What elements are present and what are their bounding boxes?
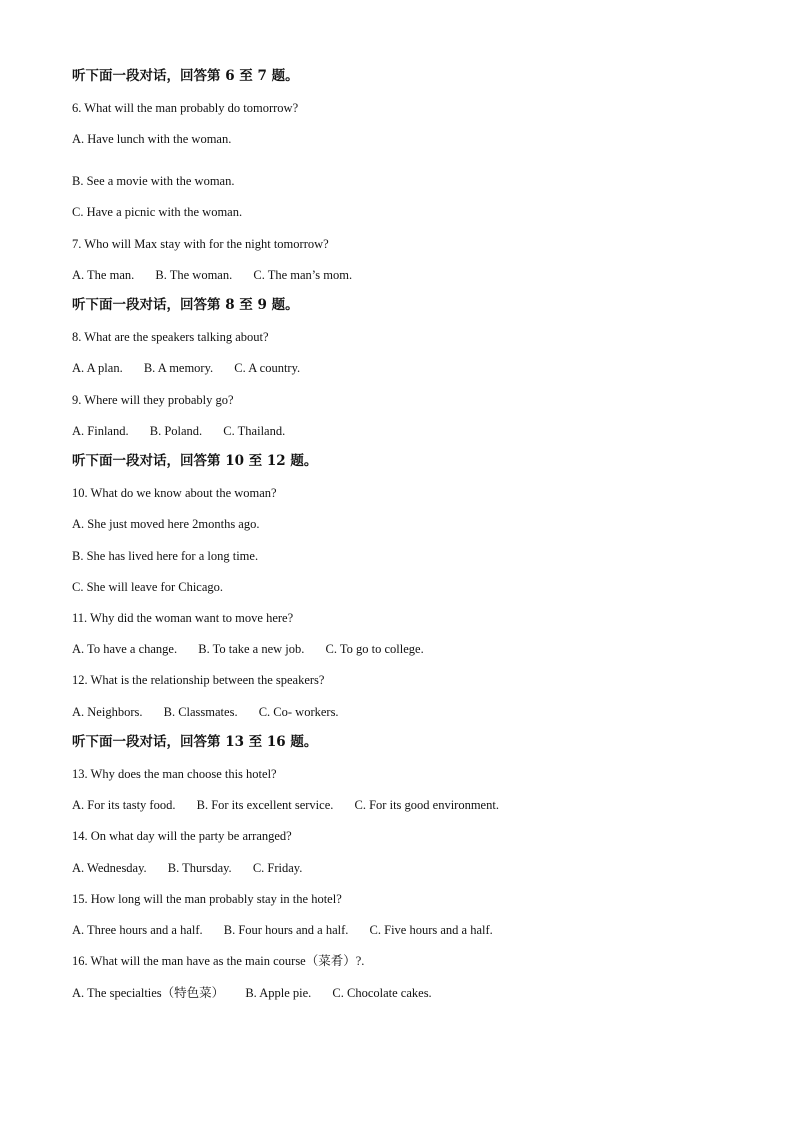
answer-option: B. Apple pie. (245, 986, 312, 1000)
answer-option: C. Five hours and a half. (369, 923, 493, 937)
answer-option: A. To have a change. (72, 642, 178, 656)
answer-option: C. Friday. (252, 861, 303, 875)
question-text: 10. What do we know about the woman? (72, 486, 277, 500)
answer-option: A. Neighbors. (72, 705, 143, 719)
answer-option: B. To take a new job. (198, 642, 305, 656)
section-heading: 听下面一段对话，回答第 6 至 7 题。 (72, 68, 299, 84)
question-text: 13. Why does the man choose this hotel? (72, 767, 277, 781)
answer-option: A. Wednesday. (72, 861, 147, 875)
answer-option: C. The man’s mom. (253, 268, 353, 282)
question-text: 12. What is the relationship between the speakers? (72, 673, 325, 687)
answer-options-row (72, 704, 339, 720)
answer-option: C. A country. (234, 361, 301, 375)
answer-option: A. She just moved here 2months ago. (72, 517, 260, 531)
question-text: 11. Why did the woman want to move here? (72, 611, 294, 625)
answer-options-row (72, 797, 499, 813)
answer-option: C. Thailand. (223, 424, 286, 438)
answer-options-row (72, 860, 302, 876)
answer-option: A. Three hours and a half. (72, 923, 203, 937)
answer-options-row (72, 267, 352, 283)
answer-options-row (72, 922, 493, 938)
answer-option: C. She will leave for Chicago. (72, 580, 224, 594)
answer-options-row (72, 423, 285, 439)
answer-option: A. For its tasty food. (72, 798, 176, 812)
answer-option: C. To go to college. (325, 642, 424, 656)
answer-option: B. Poland. (149, 424, 203, 438)
answer-options-row (72, 985, 432, 1001)
answer-option: A. The specialties（特色菜） (72, 986, 225, 1000)
answer-option: C. Co- workers. (258, 705, 339, 719)
question-text: 8. What are the speakers talking about? (72, 330, 269, 344)
question-text: 6. What will the man probably do tomorrow? (72, 101, 299, 115)
section-heading: 听下面一段对话，回答第 10 至 12 题。 (72, 453, 318, 469)
answer-options-row (72, 360, 300, 376)
answer-option: B. Classmates. (163, 705, 238, 719)
section-heading: 听下面一段对话，回答第 8 至 9 题。 (72, 297, 299, 313)
question-text: 14. On what day will the party be arranged? (72, 829, 292, 843)
question-text: 7. Who will Max stay with for the night tomorrow? (72, 237, 329, 251)
answer-option: A. The man. (72, 268, 135, 282)
answer-option: B. Thursday. (167, 861, 232, 875)
question-text: 9. Where will they probably go? (72, 393, 234, 407)
answer-option: C. For its good environment. (354, 798, 499, 812)
answer-option: B. See a movie with the woman. (72, 174, 235, 188)
answer-options-row (72, 641, 424, 657)
answer-option: C. Chocolate cakes. (332, 986, 432, 1000)
answer-option: A. Have lunch with the woman. (72, 132, 232, 146)
answer-option: B. She has lived here for a long time. (72, 549, 259, 563)
answer-option: B. For its excellent service. (196, 798, 334, 812)
answer-option: A. Finland. (72, 424, 129, 438)
answer-option: B. The woman. (155, 268, 233, 282)
answer-option: B. Four hours and a half. (223, 923, 349, 937)
answer-option: C. Have a picnic with the woman. (72, 205, 243, 219)
answer-option: A. A plan. (72, 361, 123, 375)
section-heading: 听下面一段对话，回答第 13 至 16 题。 (72, 734, 318, 750)
answer-option: B. A memory. (143, 361, 214, 375)
question-text: 16. What will the man have as the main course（菜肴）?. (72, 954, 365, 968)
question-text: 15. How long will the man probably stay in the hotel? (72, 892, 342, 906)
